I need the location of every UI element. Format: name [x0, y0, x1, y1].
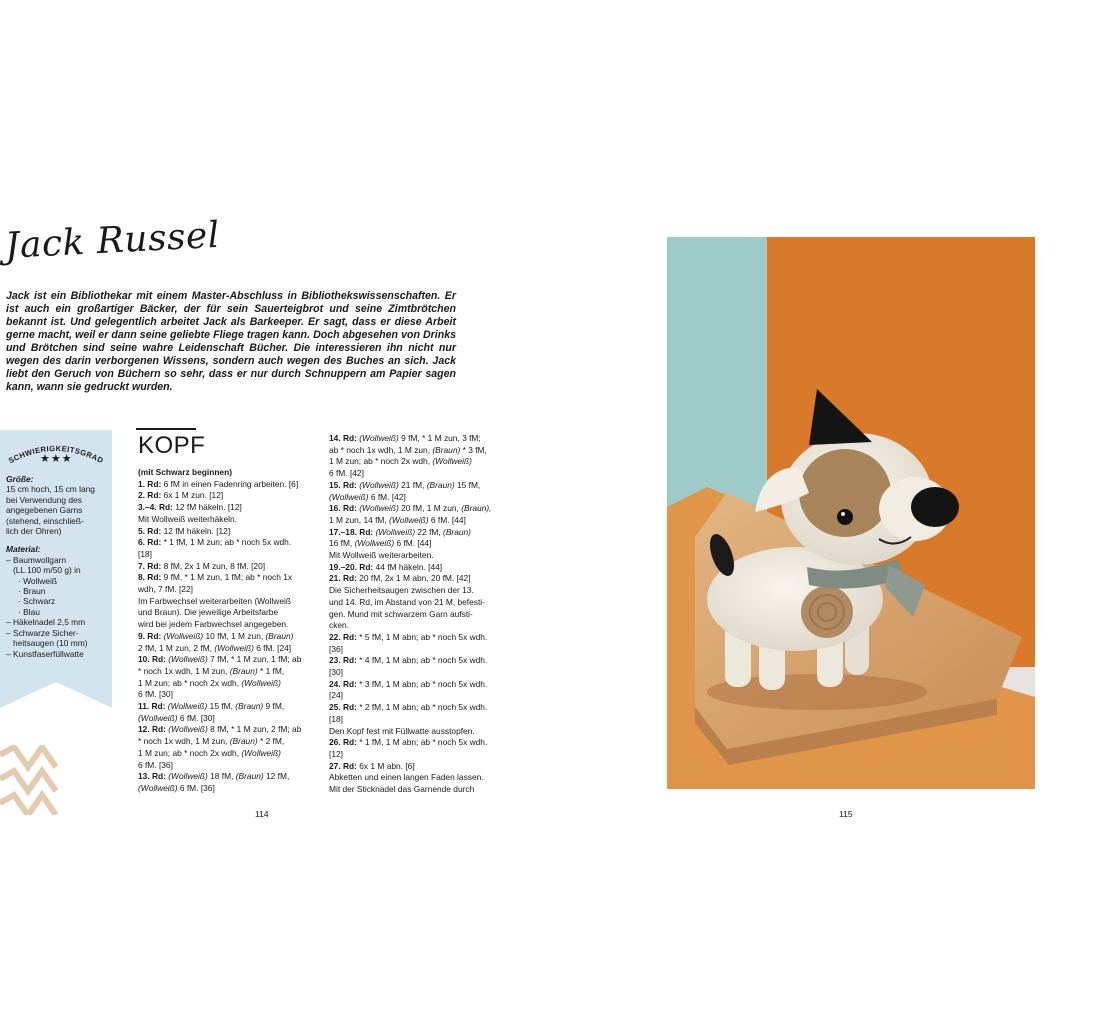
instruction-text: 12 fM häkeln. [12]	[161, 525, 231, 536]
instruction-text: (Wollweiß)	[375, 526, 416, 537]
instruction-line	[329, 784, 509, 796]
size-lines	[6, 484, 106, 536]
instruction-text: 6 fM in einen Fadenring arbeiten. [6]	[161, 478, 299, 489]
instruction-text: (Braun),	[461, 503, 492, 514]
instruction-line	[138, 479, 316, 491]
round-label: 19.–20. Rd:	[329, 561, 374, 572]
instruction-text: 12 fM,	[263, 771, 290, 782]
instruction-text: * 2 fM,	[257, 736, 285, 747]
instruction-line	[329, 515, 509, 527]
page-number-right: 115	[839, 809, 853, 819]
material-item: · Wollweiß	[18, 575, 57, 586]
instruction-text: [36]	[329, 643, 343, 654]
instruction-text: wird bei jedem Farbwechsel angegeben.	[138, 619, 289, 630]
instruction-line	[138, 619, 316, 631]
size-line: bei Verwendung des	[6, 494, 82, 505]
instruction-text: * 3 fM, 1 M abn; ab * noch 5x wdh.	[356, 678, 488, 689]
instruction-text: (Braun)	[443, 526, 471, 537]
instruction-line	[329, 433, 509, 445]
instruction-text: * 4 fM, 1 M abn; ab * noch 5x wdh.	[356, 655, 488, 666]
instruction-line	[329, 492, 509, 504]
size-line: angegebenen Garns	[6, 505, 83, 516]
instruction-text: wdh, 7 fM. [22]	[138, 584, 193, 595]
instruction-line	[138, 584, 316, 596]
instruction-text: (Wollweiß)	[241, 747, 281, 758]
instruction-text: 44 fM häkeln. [44]	[373, 561, 443, 572]
instruction-line	[329, 655, 509, 667]
instruction-line	[138, 748, 316, 760]
instruction-text: * 5 fM, 1 M abn; ab * noch 5x wdh.	[356, 631, 488, 642]
instruction-line	[329, 550, 509, 562]
instruction-text: (Wollweiß)	[168, 724, 208, 735]
instruction-text: 8 fM, 2x 1 M zun, 8 fM. [20]	[161, 560, 266, 571]
material-item: – Kunstfaserfüllwatte	[6, 648, 84, 659]
instruction-text: * 2 fM, 1 M abn; ab * noch 5x wdh.	[356, 702, 488, 713]
instruction-text: 10 fM, 1 M zun,	[203, 630, 266, 641]
instruction-line	[329, 714, 509, 726]
instruction-line	[138, 760, 316, 772]
instruction-text: Abketten und einen langen Faden lassen.	[329, 772, 484, 783]
material-item: · Braun	[18, 586, 46, 597]
round-label: 2. Rd:	[138, 490, 162, 501]
heading-rule	[136, 428, 196, 430]
instruction-line	[329, 679, 509, 691]
instruction-line	[138, 596, 316, 608]
instruction-line	[138, 537, 316, 549]
instruction-text: (Wollweiß)	[168, 771, 208, 782]
instruction-text: 1 M zun, 14 fM,	[329, 514, 390, 525]
size-line: (stehend, einschließ-	[6, 515, 84, 526]
instruction-line	[138, 549, 316, 561]
round-label: 1. Rd:	[138, 478, 162, 489]
instruction-text: und 14. Rd, im Abstand von 21 M, befesti-	[329, 596, 485, 607]
instruction-line	[329, 585, 509, 597]
instruction-text: 1 M zun; ab * noch 2x wdh,	[329, 456, 433, 467]
material-item: – Schwarze Sicher-	[6, 627, 79, 638]
instruction-line	[138, 736, 316, 748]
instruction-text: und Braun). Die jeweilige Arbeitsfarbe	[138, 607, 279, 618]
round-label: 9. Rd:	[138, 630, 162, 641]
instruction-line	[329, 702, 509, 714]
instruction-text: 9 fM,	[263, 701, 285, 712]
instruction-text: * noch 1x wdh, 1 M zun,	[138, 665, 230, 676]
material-heading: Material:	[6, 544, 41, 555]
round-label: 24. Rd:	[329, 678, 357, 689]
instruction-text: 1 M zun; ab * noch 2x wdh,	[138, 677, 242, 688]
instruction-text: 15 fM,	[454, 479, 481, 490]
instruction-line	[329, 737, 509, 749]
instruction-text: 6x 1 M zun. [12]	[161, 490, 224, 501]
instruction-text: [24]	[329, 690, 343, 701]
instruction-text: Mit Wollweiß weiterarbeiten.	[329, 550, 434, 561]
instruction-text: 7 fM, * 1 M zun, 1 fM; ab	[207, 654, 302, 665]
difficulty-stars: ★★★	[40, 453, 73, 465]
size-heading: Größe:	[6, 474, 34, 484]
instruction-line	[329, 538, 509, 550]
instruction-text: (Braun)	[235, 701, 264, 712]
instruction-text: 9 fM, * 1 M zun, 3 fM;	[398, 433, 481, 443]
round-label: 16. Rd:	[329, 503, 357, 514]
instruction-text: * 1 fM,	[257, 665, 285, 676]
instruction-text: Im Farbwechsel weiterarbeiten (Wollweiß	[138, 595, 291, 606]
instruction-text: 21 fM,	[398, 479, 427, 490]
instruction-line	[329, 445, 509, 457]
instruction-line	[138, 631, 316, 643]
instruction-text: (Wollweiß)	[359, 503, 399, 514]
instruction-text: * noch 1x wdh, 1 M zun,	[138, 736, 230, 747]
instruction-text: (Braun)	[426, 479, 455, 490]
instruction-line	[138, 467, 316, 479]
instruction-line	[329, 456, 509, 468]
pattern-title: Jack Russel	[4, 214, 221, 267]
instruction-text: 6 fM. [36]	[138, 759, 173, 770]
size-line: 15 cm hoch, 15 cm lang	[6, 484, 95, 495]
instruction-text: [12]	[329, 748, 343, 759]
instruction-text: [18]	[138, 548, 152, 559]
round-label: 8. Rd:	[138, 572, 162, 583]
instruction-text: 8 fM, * 1 M zun, 2 fM; ab	[207, 724, 302, 735]
difficulty-label-text: SCHWIERIGKEITSGRAD	[7, 443, 105, 466]
instruction-text: 6x 1 M abn. [6]	[356, 760, 415, 771]
instruction-text: (Wollweiß)	[138, 712, 178, 723]
round-label: 17.–18. Rd:	[329, 526, 374, 537]
instruction-line	[329, 597, 509, 609]
instruction-text: 20 fM, 1 M zun,	[398, 503, 462, 514]
instruction-text: (Wollweiß)	[241, 677, 281, 688]
instruction-line	[329, 573, 509, 585]
round-label: 15. Rd:	[329, 479, 357, 490]
instruction-text: 16 fM,	[329, 538, 355, 549]
material-item: · Blau	[18, 606, 40, 617]
instructions-column-1	[138, 467, 316, 795]
round-label: 6. Rd:	[138, 537, 162, 548]
instruction-text: (Braun)	[229, 665, 258, 676]
instruction-line	[329, 620, 509, 632]
instruction-line	[138, 724, 316, 736]
amigurumi-dog-photo	[667, 237, 1035, 789]
instruction-text: 20 fM, 2x 1 M abn, 20 fM. [42]	[356, 573, 471, 584]
round-label: 12. Rd:	[138, 724, 166, 735]
instruction-text: 6 fM. [42]	[368, 491, 406, 502]
round-label: 10. Rd:	[138, 654, 166, 665]
material-item: – Baumwollgarn	[6, 554, 67, 565]
instruction-line	[329, 527, 509, 539]
instruction-line	[329, 749, 509, 761]
instruction-line	[329, 503, 509, 515]
instruction-text: Mit Wollweiß weiterhäkeln.	[138, 513, 237, 524]
instruction-text: (Wollweiß)	[163, 630, 204, 641]
instruction-line	[138, 678, 316, 690]
instruction-text: (Braun)	[229, 736, 258, 747]
instruction-text: 9 fM, * 1 M zun, 1 fM; ab * noch 1x	[161, 572, 293, 583]
instructions-column-2	[329, 433, 509, 796]
instruction-line	[329, 632, 509, 644]
round-label: 21. Rd:	[329, 573, 357, 584]
instruction-text: 22 fM,	[415, 526, 444, 537]
instruction-text: * 3 fM,	[460, 444, 487, 455]
instruction-line	[329, 562, 509, 574]
material-list	[6, 555, 106, 659]
instruction-line	[329, 480, 509, 492]
round-label: 14. Rd:	[329, 433, 357, 443]
instruction-text: [18]	[329, 713, 343, 724]
page-number-left: 114	[255, 809, 269, 819]
instruction-text: 15 fM,	[207, 701, 236, 712]
instruction-text: (Wollweiß)	[354, 538, 395, 549]
instruction-text: Mit der Sticknadel das Garnende durch	[329, 784, 475, 795]
instruction-text: Den Kopf fest mit Füllwatte ausstopfen.	[329, 725, 475, 736]
instruction-line	[329, 468, 509, 480]
round-label: 25. Rd:	[329, 702, 357, 713]
instruction-line	[329, 761, 509, 773]
round-label: 23. Rd:	[329, 655, 357, 666]
instruction-text: 18 fM,	[207, 771, 236, 782]
instruction-line	[138, 561, 316, 573]
instruction-text: 6 fM. [30]	[138, 689, 173, 700]
instruction-text: (Wollweiß)	[359, 479, 399, 490]
instruction-text: Die Sicherheitsaugen zwischen der 13.	[329, 585, 474, 596]
instruction-line	[329, 609, 509, 621]
instruction-line	[138, 514, 316, 526]
instruction-text: (Wollweiß)	[389, 514, 429, 525]
round-label: 3.–4. Rd:	[138, 502, 173, 513]
round-label: (mit Schwarz beginnen)	[138, 467, 232, 477]
round-label: 22. Rd:	[329, 631, 357, 642]
size-line: lich der Ohren)	[6, 526, 62, 537]
instruction-line	[138, 666, 316, 678]
instruction-line	[138, 607, 316, 619]
instruction-text: * 1 fM, 1 M zun; ab * noch 5x wdh.	[161, 537, 292, 548]
instruction-text: (Wollweiß)	[168, 654, 208, 665]
sidebar-info	[6, 474, 106, 659]
instruction-line	[138, 502, 316, 514]
instruction-line	[138, 713, 316, 725]
material-item: – Häkelnadel 2,5 mm	[6, 617, 86, 628]
instruction-line	[138, 572, 316, 584]
instruction-text: ab * noch 1x wdh, 1 M zun,	[329, 444, 433, 455]
instruction-line	[138, 783, 316, 795]
instruction-text: 2 fM, 1 M zun, 2 fM,	[138, 642, 215, 653]
instruction-text: (Wollweiß)	[359, 433, 399, 443]
material-item: · Schwarz	[18, 596, 56, 607]
instruction-text: (Braun)	[432, 444, 461, 455]
instruction-text: cken.	[329, 620, 350, 631]
round-label: 27. Rd:	[329, 760, 357, 771]
instruction-text: (Wollweiß)	[329, 491, 369, 502]
instruction-line	[329, 772, 509, 784]
material-item: (LL 100 m/50 g) in	[13, 565, 81, 576]
round-label: 5. Rd:	[138, 525, 162, 536]
instruction-line	[138, 654, 316, 666]
instruction-text: 1 M zun; ab * noch 2x wdh,	[138, 747, 242, 758]
instruction-line	[329, 690, 509, 702]
instruction-line	[329, 667, 509, 679]
instruction-text: gen. Mund mit schwarzem Garn aufsti-	[329, 608, 473, 619]
round-label: 13. Rd:	[138, 771, 166, 782]
instruction-text: * 1 fM, 1 M abn; ab * noch 5x wdh.	[356, 737, 488, 748]
instruction-text: 6 fM. [36]	[177, 782, 215, 793]
intro-paragraph: Jack ist ein Bibliothekar mit einem Master-Abschluss in Bibliothekswissenschaften. Er ist auch ein großartiger Bäcker, der für sein Sauerteigbrot und seine Zimtbrötchen bekannt ist. Und gelegentlich arbeitet Jack als Barkeeper. Er sagt, dass er diese Arbeit gerne macht, weil er dann seine geliebte Fliege tragen kann. Doch abgesehen von Drinks und Brötchen sind seine wahre Leidenschaft Bücher. Die interessieren ihn nicht nur wegen des darin verborgenen Wissens, sondern auch wegen des Buches an sich. Jack liebt den Geruch von Büchern so sehr, dass er nur durch Schnuppern am Papier sagen kann, wann sie gedruckt wurden.	[6, 290, 456, 393]
instruction-line	[329, 726, 509, 738]
instruction-text: (Wollweiß)	[138, 782, 178, 793]
round-label: 11. Rd:	[138, 701, 166, 712]
instruction-line	[138, 701, 316, 713]
instruction-line	[138, 526, 316, 538]
instruction-line	[138, 643, 316, 655]
instruction-text: 6 fM. [30]	[177, 712, 215, 723]
instruction-text: [30]	[329, 667, 343, 678]
instruction-text: 12 fM häkeln. [12]	[172, 502, 242, 513]
round-label: 26. Rd:	[329, 737, 357, 748]
zigzag-decoration	[0, 745, 60, 820]
section-heading: KOPF	[138, 432, 206, 459]
round-label: 7. Rd:	[138, 560, 162, 571]
instruction-line	[329, 644, 509, 656]
instruction-text: 6 fM. [44]	[394, 538, 432, 549]
instruction-text: (Wollweiß)	[432, 456, 472, 467]
instruction-text: (Wollweiß)	[214, 642, 254, 653]
instruction-line	[138, 490, 316, 502]
instruction-text: 6 fM. [24]	[253, 642, 292, 653]
instruction-text: (Braun)	[235, 771, 264, 782]
instruction-line	[138, 771, 316, 783]
instruction-text: (Braun)	[265, 630, 294, 641]
instruction-text: 6 fM. [42]	[329, 468, 364, 479]
instruction-line	[138, 689, 316, 701]
instruction-text: 6 fM. [44]	[428, 514, 466, 525]
material-item: heitsaugen (10 mm)	[13, 638, 88, 649]
instruction-text: (Wollweiß)	[167, 701, 208, 712]
